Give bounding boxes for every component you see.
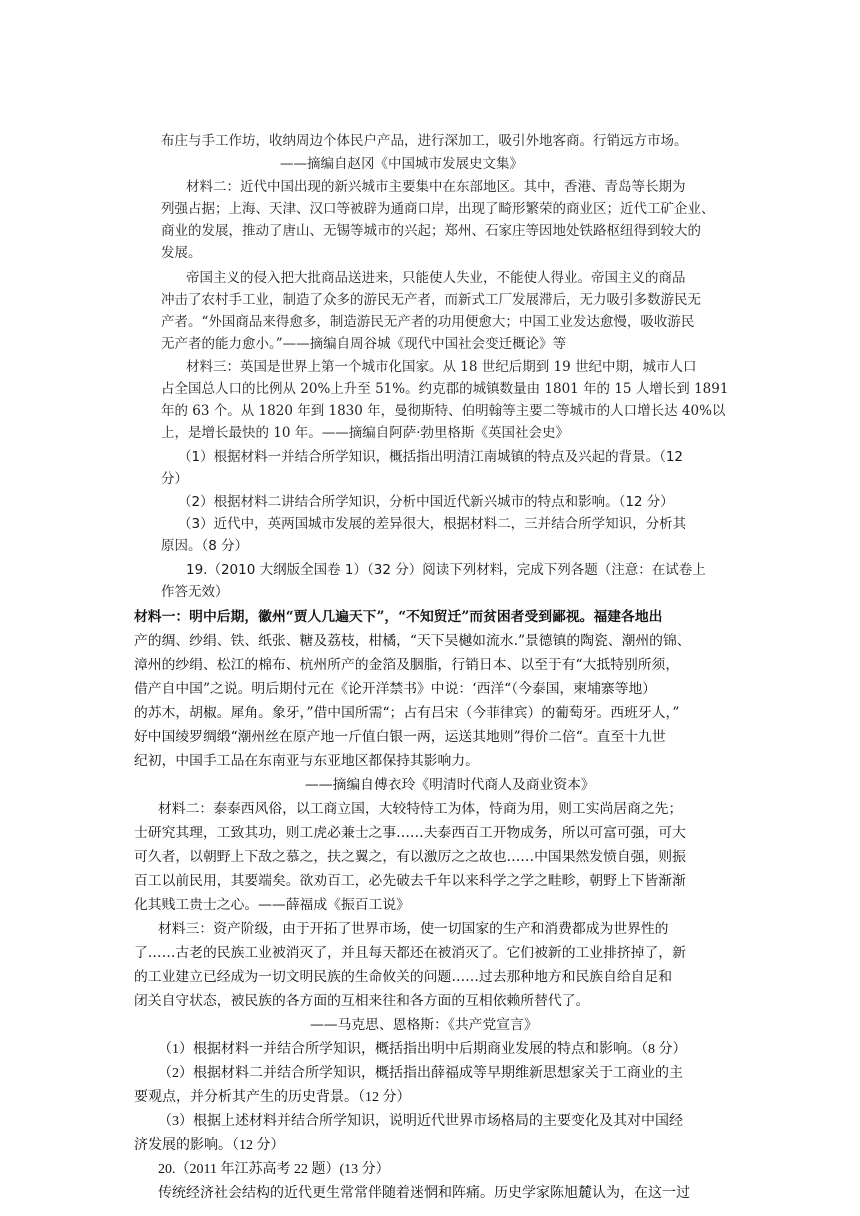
- material-two-line: 化其贱工贵士之心。——薛福成《振百工说》: [134, 897, 410, 913]
- material-two-line: 发展。: [161, 245, 202, 261]
- material-two-line: 士研究其理，工致其功，则工虎必兼士之事……夫泰西百工开物成务，所以可富可强，可大: [134, 825, 686, 841]
- citation: ——摘编自傅衣玲《明清时代商人及商业资本》: [305, 777, 595, 793]
- text-line: 布庄与手工作坊，收纳周边个体民户产品，进行深加工，吸引外地客商。行销远方市场。: [161, 133, 688, 149]
- question-3: （3）近代中，英两国城市发展的差异很大，根据材料二，三并结合所学知识，分析其: [178, 516, 687, 532]
- question-20-intro: 传统经济社会结构的近代更生常常伴随着迷惘和阵痛。历史学家陈旭麓认为，在这一过: [158, 1186, 690, 1201]
- material-three-line: 材料三：英国是世界上第一个城市化国家。从 18 世纪后期到 19 世纪中期，城市人口: [186, 359, 697, 375]
- citation: ——马克思、恩格斯：《共产党宣言》: [310, 1017, 538, 1033]
- material-one-line: 好中国绫罗绸缎“潮州丝在原产地一斤值白银一两，运送其地则”得价二倍“。直至十九世: [134, 729, 666, 745]
- material-three-line: 了……古老的民族工业被消灭了，并且每天都还在被消灭了。它们被新的工业排挤掉了，新: [134, 945, 686, 961]
- material-two-line: 商业的发展，推动了唐山、无锡等城市的兴起；郑州、石家庄等因地处铁路枢纽得到较大的: [161, 223, 701, 239]
- material-one-line: 产的绸、纱绢、铁、纸张、糖及荔枝，柑橘，“天下吴樾如流水.”景德镇的陶瓷、潮州的锦、: [134, 633, 691, 649]
- question-3-cont: 济发展的影响。（12 分）: [134, 1138, 285, 1153]
- material-three-line: 的工业建立已经成为一切文明民族的生命攸关的问题……过去那种地方和民族自给自足和: [134, 969, 673, 985]
- paragraph-line: 冲击了农村手工业，制造了众多的游民无产者，而新式工厂发展滞后，无力吸引多数游民无: [161, 292, 701, 308]
- material-one-line: [134, 606, 662, 628]
- material-one-line: 的苏木，胡椒。犀角。象牙，”借中国所需“；占有吕宋（今菲律宾）的葡萄牙。西班牙人，”: [134, 705, 680, 721]
- citation: ——摘编自赵冈《中国城市发展史文集》: [280, 156, 523, 172]
- question-1: （1）根据材料一并结合所学知识，概括指出明中后期商业发展的特点和影响。（8 分）: [158, 1042, 687, 1057]
- question-20-heading: 20.（2011 年江苏高考 22 题）(13 分）: [158, 1162, 390, 1177]
- paragraph-line: 无产者的能力愈小。”——摘编自周谷城《现代中国社会变迁概论》等: [161, 336, 567, 352]
- question-19-heading-cont: 作答无效）: [161, 584, 229, 600]
- paragraph-line: 产者。“外国商品来得愈多，制造游民无产者的功用便愈大；中国工业发达愈慢，吸收游民: [161, 314, 695, 330]
- question-1-cont: 分）: [161, 471, 188, 487]
- question-2: （2）根据材料二并结合所学知识，概括指出薛福成等早期维新思想家关于工商业的主: [158, 1066, 683, 1081]
- question-2-cont: 要观点，并分析其产生的历史背景。（12 分）: [134, 1090, 411, 1105]
- question-1: （1）根据材料一并结合所学知识，概括指出明清江南城镇的特点及兴起的背景。（12: [178, 449, 684, 465]
- question-3: （3）根据上述材料并结合所学知识，说明近代世界市场格局的主要变化及其对中国经: [158, 1114, 683, 1129]
- material-one-line: 借产自中国”之说。明后期付元在《论开洋禁书》中说：‘西洋“（今泰国，柬埔寨等地）: [134, 681, 657, 697]
- material-three-line: 闭关自守状态，被民族的各方面的互相来往和各方面的互相依赖所替代了。: [134, 993, 590, 1009]
- question-3-cont: 原因。（8 分）: [161, 538, 249, 554]
- material-two-line: 材料二：泰泰西风俗，以工商立国，大较特恃工为体，恃商为用，则工实尚居商之先；: [158, 801, 683, 817]
- question-19-heading: 19.（2010 大纲版全国卷 1）（32 分）阅读下列材料，完成下列各题（注意：在试卷上: [186, 562, 706, 578]
- material-three-line: 年的 63 个。从 1820 年到 1830 年，曼彻斯特、伯明翰等主要二等城市的人口增长达 40%以: [161, 403, 726, 419]
- material-three-line: 上，是增长最快的 10 年。——摘编自阿萨·勃里格斯《英国社会史》: [161, 425, 570, 441]
- material-one-line: 纪初，中国手工品在东南亚与东亚地区都保持其影响力。: [134, 753, 479, 769]
- material-two-line: 百工以前民用，其要端矣。欲劝百工，必先破去千年以来科学之学之畦畛，朝野上下皆渐渐: [134, 873, 686, 889]
- material-one-line: 漳州的纱绢、松江的棉布、杭州所产的金箔及胭脂，行销日本、以至于有“大抵特别所须，: [134, 657, 680, 673]
- question-2: （2）根据材料二讲结合所学知识，分析中国近代新兴城市的特点和影响。（12 分）: [178, 494, 674, 510]
- material-two-line: 可久者，以朝野上下敌之慕之，扶之翼之，有以激厉之之故也……中国果然发愤自强，则振: [134, 849, 686, 865]
- material-three-line: 材料三：资产阶级，由于开拓了世界市场，使一切国家的生产和消费都成为世界性的: [158, 921, 669, 937]
- material-three-line: 占全国总人口的比例从 20%上升至 51%。约克郡的城镇数量由 1801 年的 15 人增长到 1891: [161, 381, 729, 397]
- material-two-line: 材料二：近代中国出现的新兴城市主要集中在东部地区。其中，香港、青岛等长期为: [186, 179, 686, 195]
- material-one-text: 材料一：明中后期，徽州“贾人几遍天下”，“不知贸迁”而贫困者受到鄙视。福建各地出: [134, 609, 663, 625]
- material-two-line: 列强占据；上海、天津、汉口等被辟为通商口岸，出现了畸形繁荣的商业区；近代工矿企业、: [161, 201, 715, 217]
- paragraph-line: 帝国主义的侵入把大批商品送进来，只能使人失业，不能使人得业。帝国主义的商品: [186, 270, 686, 286]
